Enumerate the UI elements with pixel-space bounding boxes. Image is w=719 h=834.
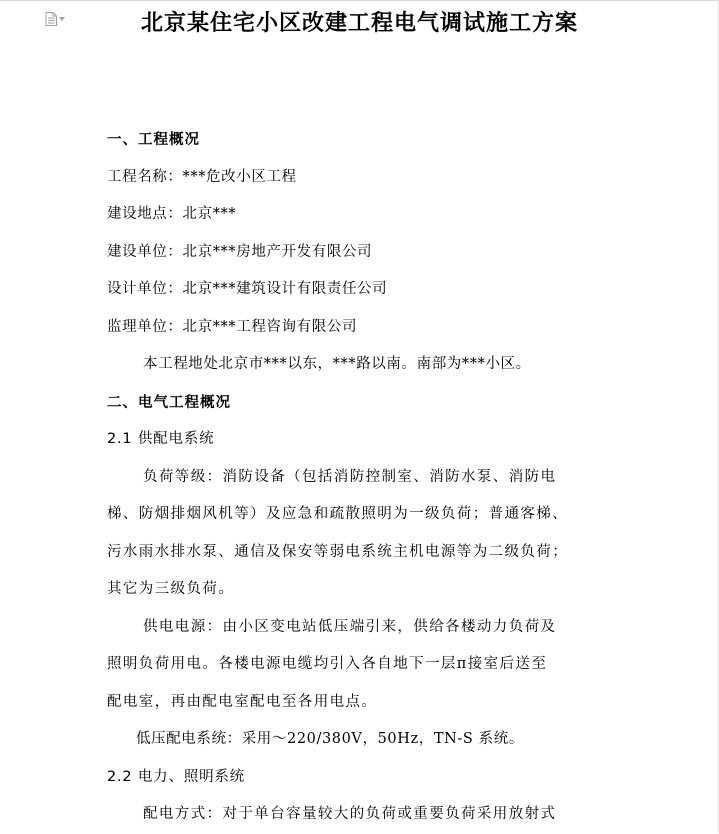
section-heading-electrical-overview: 二、电气工程概况 (107, 393, 231, 411)
project-name: 工程名称：***危改小区工程 (107, 168, 297, 185)
builder-unit: 建设单位：北京***房地产开发有限公司 (107, 243, 373, 260)
section-heading-project-overview: 一、工程概况 (107, 131, 200, 148)
load-level-line: 梯、防烟排烟风机等）及应急和疏散照明为一级负荷；普通客梯、 (107, 506, 569, 522)
distribution-method-line: 配电方式：对于单台容量较大的负荷或重要负荷采用放射式 (143, 806, 557, 822)
power-source-line: 配电室，再由配电室配电至各用电点。 (107, 693, 378, 710)
subsection-heading-power-lighting: 2.2 电力、照明系统 (107, 768, 245, 785)
load-level-line: 其它为三级负荷。 (107, 581, 235, 597)
load-level-line: 负荷等级：消防设备（包括消防控制室、消防水泵、消防电 (143, 468, 557, 485)
load-level-line: 污水雨水排水泵、通信及保安等弱电系统主机电源等为二级负荷； (107, 543, 569, 560)
power-source-line: 照明负荷用电。各楼电源电缆均引入各自地下一层π接室后送至 (107, 656, 548, 672)
power-source-line: 供电电源：由小区变电站低压端引来，供给各楼动力负荷及 (143, 618, 557, 635)
document-body (107, 121, 619, 834)
design-unit: 设计单位：北京***建筑设计有限责任公司 (107, 281, 388, 297)
site-description: 本工程地处北京市***以东，***路以南。南部为***小区。 (143, 356, 531, 372)
supervision-unit: 监理单位：北京***工程咨询有限公司 (107, 318, 358, 335)
subsection-heading-power-supply: 2.1 供配电系统 (107, 431, 215, 447)
page-top-edge (0, 0, 719, 1)
project-location: 建设地点：北京*** (107, 206, 237, 222)
document-title: 北京某住宅小区改建工程电气调试施工方案 (140, 10, 578, 36)
low-voltage-system: 低压配电系统：采用～220/380V，50Hz，TN-S 系统。 (136, 731, 524, 747)
